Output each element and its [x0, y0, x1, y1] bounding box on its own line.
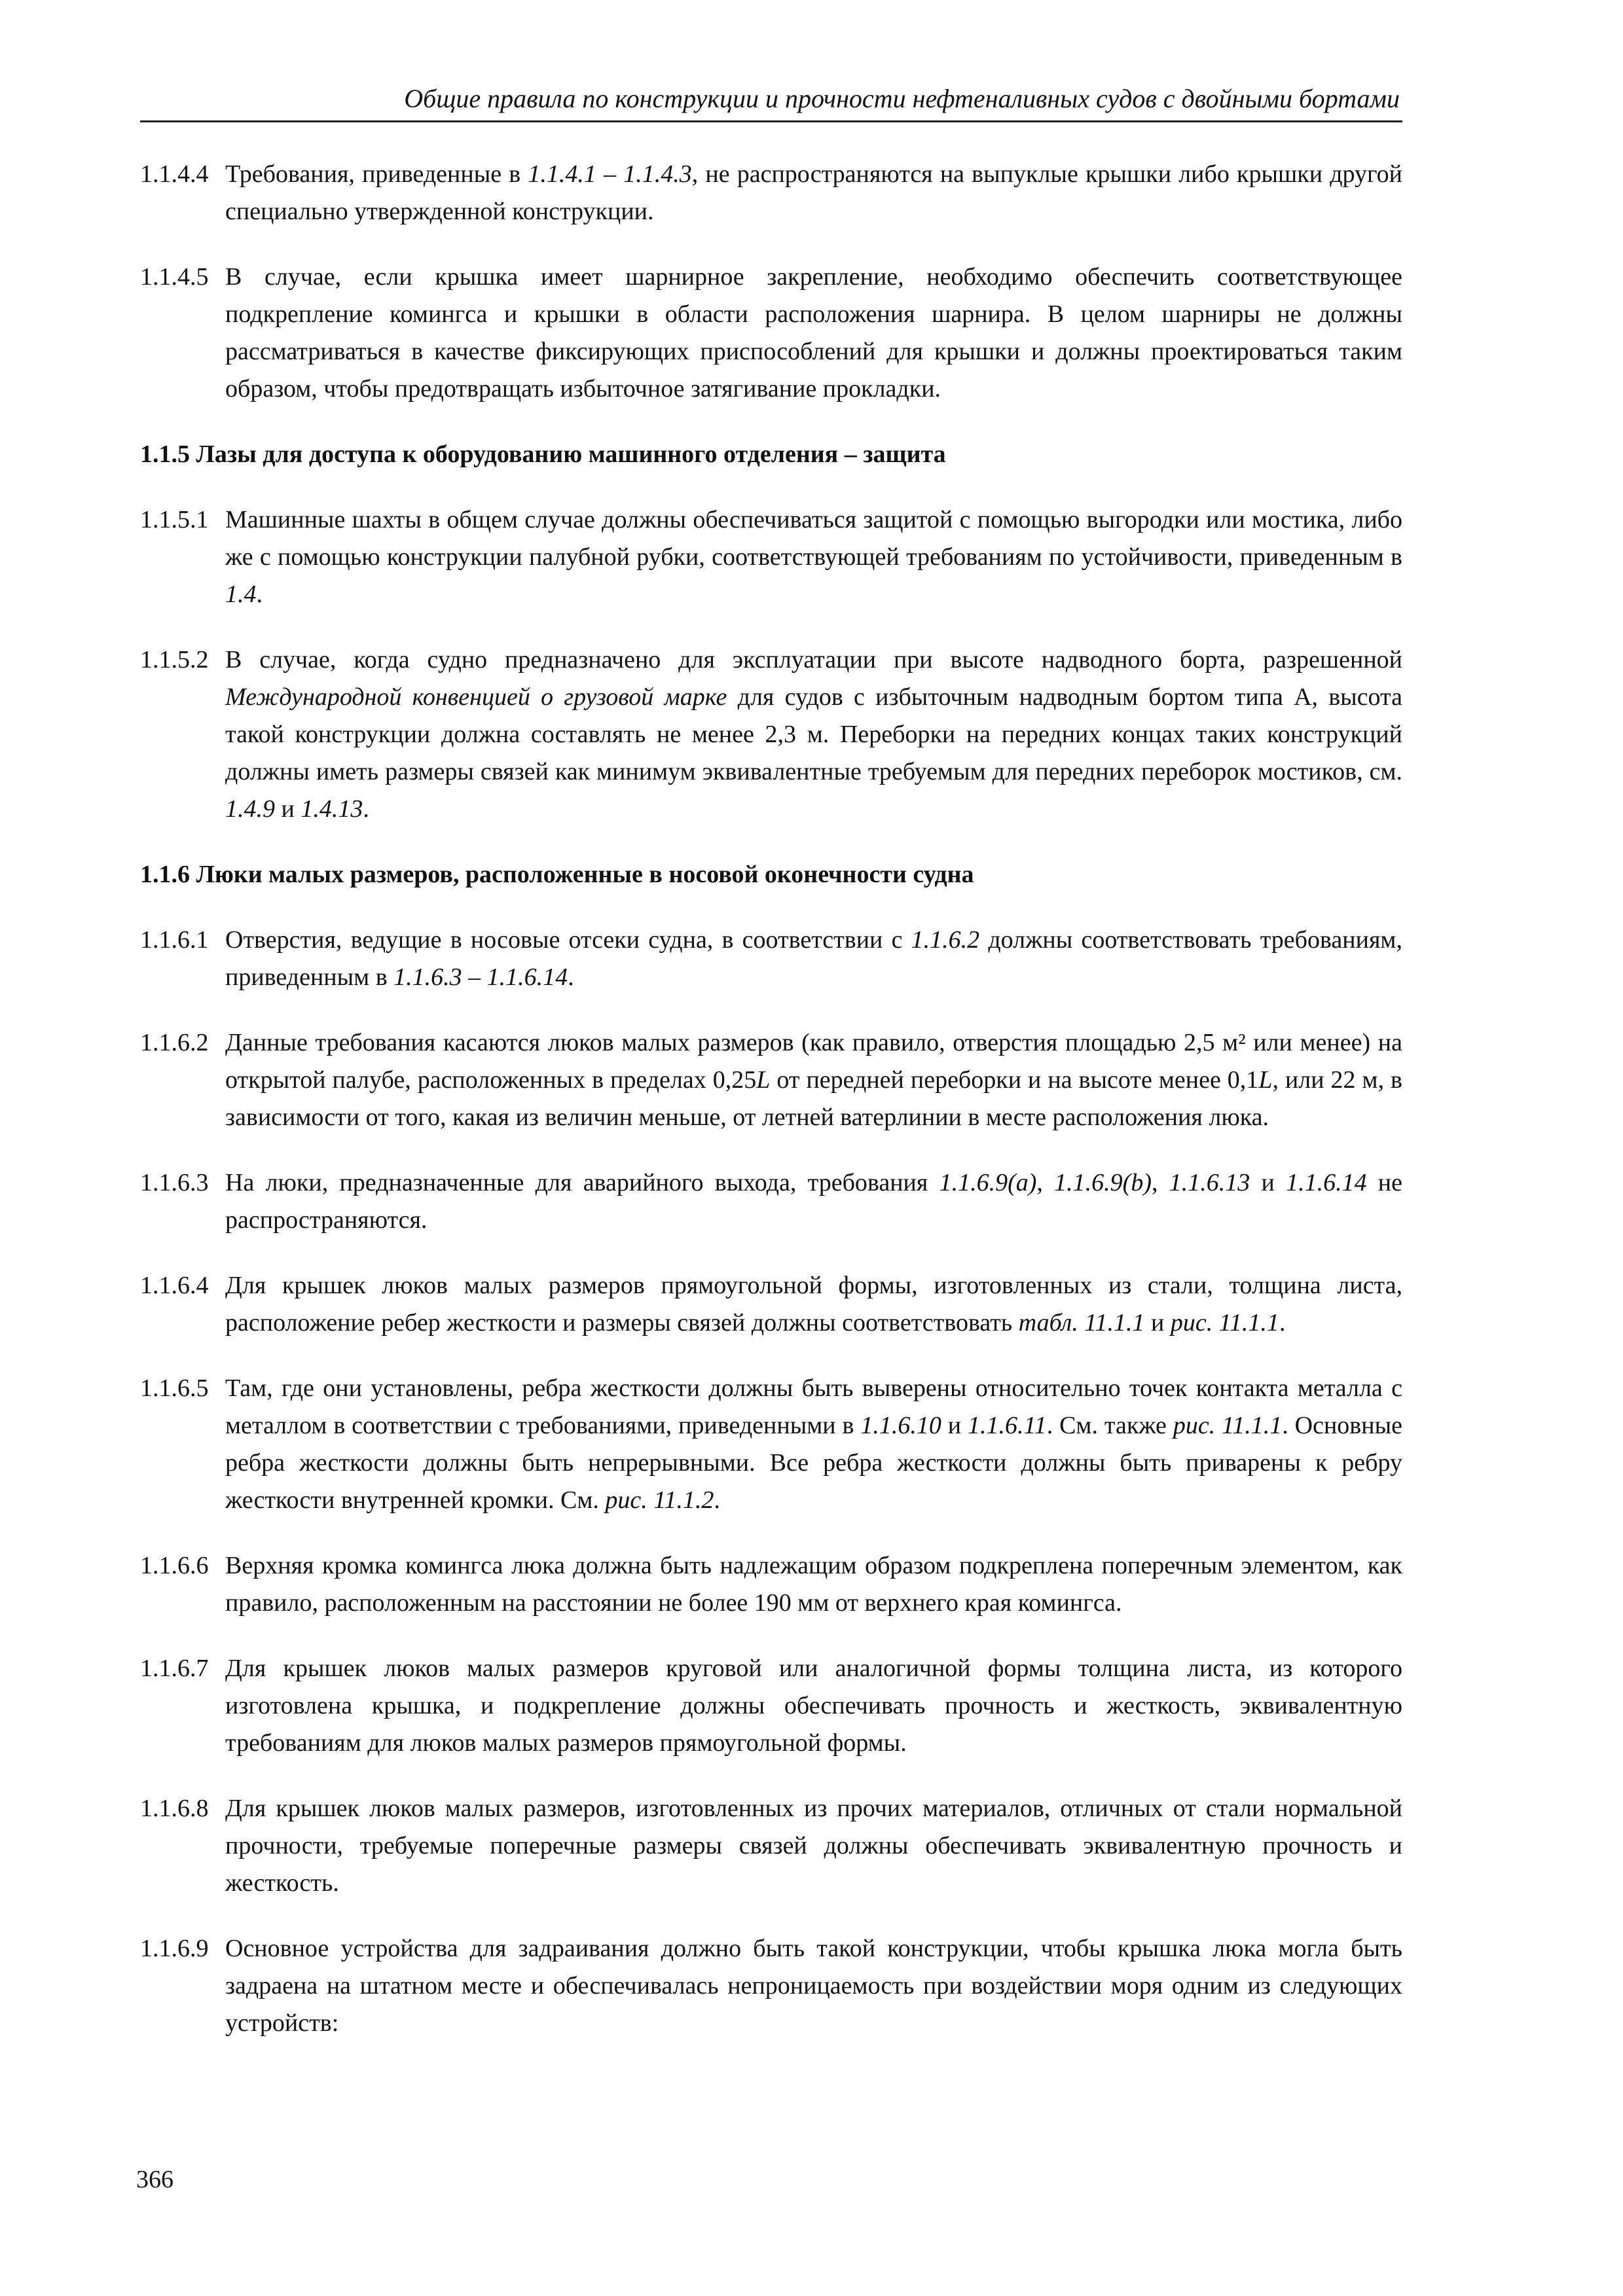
clause-text: и	[1144, 1309, 1171, 1336]
clause-text: не распространяются.	[225, 1169, 1403, 1234]
cross-reference: 1.4	[225, 581, 257, 608]
clause-text: Основное устройства для задраивания должно быть такой конструкции, чтобы крышка люка могла быть задраена на штатном месте и обеспечивалась непроницаемость при воздействии моря одним из следующих устройств:	[225, 1935, 1402, 2037]
clause-text: ,	[1036, 1169, 1055, 1196]
section-heading: 1.1.6 Люки малых размеров, расположенные в носовой оконечности судна	[140, 861, 974, 888]
clause-paragraph	[140, 1547, 1402, 1622]
clause-text: , или 22 м, в зависимости от того, какая из величин меньше, от летней ватерлинии в месте расположения люка.	[225, 1066, 1403, 1131]
clause-text: В случае, если крышка имеет шарнирное закрепление, необходимо обеспечить соответствующее подкрепление комингса и крышки в области расположения шарнира. В целом шарниры не должны рассматриваться в качестве фиксирующих приспособлений для крышки и должны проектироваться таким образом, чтобы предотвращать избыточное затягивание прокладки.	[225, 263, 1402, 403]
clause-paragraph	[140, 156, 1402, 230]
clause-text: для судов с избыточным надводным бортом типа А, высота такой конструкции должна составлять не менее 2,3 м. Переборки на передних концах таких конструкций должны иметь размеры связей как минимум эквивалентные требуемым для передних переборок мостиков, см.	[225, 683, 1402, 785]
clause-text: Отверстия, ведущие в носовые отсеки судна, в соответствии с	[225, 926, 911, 954]
running-header-title: Общие правила по конструкции и прочности нефтеналивных судов с двойными бортами	[404, 84, 1400, 113]
cross-reference: 1.1.6.9(a)	[939, 1169, 1037, 1196]
clause-number: 1.1.6.5	[140, 1374, 209, 1402]
clause-text: ,	[1151, 1169, 1169, 1196]
cross-reference: 1.4.13	[301, 795, 363, 823]
clause-paragraph	[140, 1790, 1402, 1902]
cross-reference: Международной конвенцией о грузовой марке	[225, 683, 727, 711]
clause-text: Требования, приведенные в	[225, 160, 528, 188]
clause-text: В случае, когда судно предназначено для эксплуатации при высоте надводного борта, разрешенной	[225, 646, 1402, 673]
clause-text: должны соответствовать требованиям, приведенным в	[225, 926, 1402, 991]
cross-reference: 1.1.6.10	[860, 1412, 941, 1439]
clause-paragraph	[140, 1930, 1402, 2042]
clause-number: 1.1.6.2	[140, 1029, 209, 1056]
clause-text: Машинные шахты в общем случае должны обеспечиваться защитой с помощью выгородки или мостика, либо же с помощью конструкции палубной рубки, соответствующей требованиям по устойчивости, приведенным в	[225, 506, 1402, 571]
cross-reference: табл. 11.1.1	[1018, 1309, 1145, 1336]
clause-paragraph	[140, 1164, 1402, 1239]
clause-paragraph	[140, 259, 1402, 408]
clause-text: На люки, предназначенные для аварийного выхода, требования	[225, 1169, 939, 1196]
clause-text: Для крышек люков малых размеров круговой или аналогичной формы толщина листа, из которого изготовлена крышка, и подкрепление должны обеспечивать прочность и жесткость, эквивалентную требованиям для люков малых размеров прямоугольной формы.	[225, 1655, 1402, 1757]
clause-text: Там, где они установлены, ребра жесткости должны быть выверены относительно точек контакта металла с металлом в соответствии с требованиями, приведенными в	[225, 1374, 1402, 1439]
clause-text: . См. также	[1046, 1412, 1173, 1439]
clause-paragraph	[140, 922, 1402, 996]
clause-text: Для крышек люков малых размеров прямоугольной формы, изготовленных из стали, толщина листа, расположение ребер жесткости и размеры связей должны соответствовать	[225, 1272, 1402, 1336]
clause-text: Данные требования касаются люков малых размеров (как правило, отверстия площадью 2,5 м² или менее) на открытой палубе, расположенных в пределах 0,25	[225, 1029, 1402, 1094]
clause-paragraph	[140, 501, 1402, 613]
clause-number: 1.1.6.7	[140, 1655, 209, 1682]
clause-text: .	[714, 1486, 720, 1514]
clause-number: 1.1.6.6	[140, 1552, 209, 1579]
page-number: 366	[136, 2166, 173, 2193]
cross-reference: рис. 11.1.1	[1170, 1309, 1279, 1336]
section-heading: 1.1.5 Лазы для доступа к оборудованию машинного отделения – защита	[140, 440, 946, 468]
clause-text: .	[1279, 1309, 1286, 1336]
clause-paragraph	[140, 1267, 1402, 1342]
clause-text: Верхняя кромка комингса люка должна быть надлежащим образом подкреплена поперечным элементом, как правило, расположенным на расстоянии не более 190 мм от верхнего края комингса.	[225, 1552, 1402, 1617]
cross-reference: 1.1.6.2	[911, 926, 980, 954]
cross-reference: рис. 11.1.2	[605, 1486, 714, 1514]
clause-text: , не распространяются на выпуклые крышки либо крышки другой специально утвержденной конструкции.	[225, 160, 1402, 225]
clause-paragraph	[140, 1650, 1402, 1762]
clause-text: .	[363, 795, 369, 823]
cross-reference: 1.4.9	[225, 795, 275, 823]
clause-number: 1.1.6.3	[140, 1169, 209, 1196]
cross-reference: 1.1.6.14	[1286, 1169, 1367, 1196]
cross-reference: 1.1.4.1 – 1.1.4.3	[528, 160, 692, 188]
clause-paragraph	[140, 641, 1402, 828]
clause-text: и	[275, 795, 301, 823]
clause-number: 1.1.5.2	[140, 646, 209, 673]
clause-text: и	[1250, 1169, 1286, 1196]
clause-text: от передней переборки и на высоте менее 0,1	[770, 1066, 1259, 1094]
clause-number: 1.1.6.9	[140, 1935, 209, 1962]
clause-text: .	[568, 963, 574, 991]
clause-text: и	[941, 1412, 968, 1439]
clause-number: 1.1.6.1	[140, 926, 209, 954]
cross-reference: 1.1.6.13	[1169, 1169, 1250, 1196]
running-header	[140, 71, 1402, 122]
document-body	[140, 156, 1402, 2070]
cross-reference: рис. 11.1.1	[1173, 1412, 1283, 1439]
cross-reference: L	[1258, 1066, 1273, 1094]
clause-text: Для крышек люков малых размеров, изготовленных из прочих материалов, отличных от стали нормальной прочности, требуемые поперечные размеры связей должны обеспечивать эквивалентную прочность и жесткость.	[225, 1795, 1402, 1897]
clause-number: 1.1.4.4	[140, 160, 209, 188]
cross-reference: 1.1.6.9(b)	[1054, 1169, 1152, 1196]
cross-reference: L	[756, 1066, 771, 1094]
clause-number: 1.1.5.1	[140, 506, 209, 533]
cross-reference: 1.1.6.3 – 1.1.6.14	[393, 963, 568, 991]
clause-text: .	[256, 581, 263, 608]
clause-number: 1.1.4.5	[140, 263, 209, 291]
clause-number: 1.1.6.8	[140, 1795, 209, 1822]
clause-paragraph	[140, 1024, 1402, 1136]
clause-number: 1.1.6.4	[140, 1272, 209, 1299]
cross-reference: 1.1.6.11	[968, 1412, 1047, 1439]
clause-paragraph	[140, 1370, 1402, 1519]
clause-text: . Основные ребра жесткости должны быть непрерывными. Все ребра жесткости должны быть приварены к ребру жесткости внутренней кромки. См.	[225, 1412, 1402, 1514]
